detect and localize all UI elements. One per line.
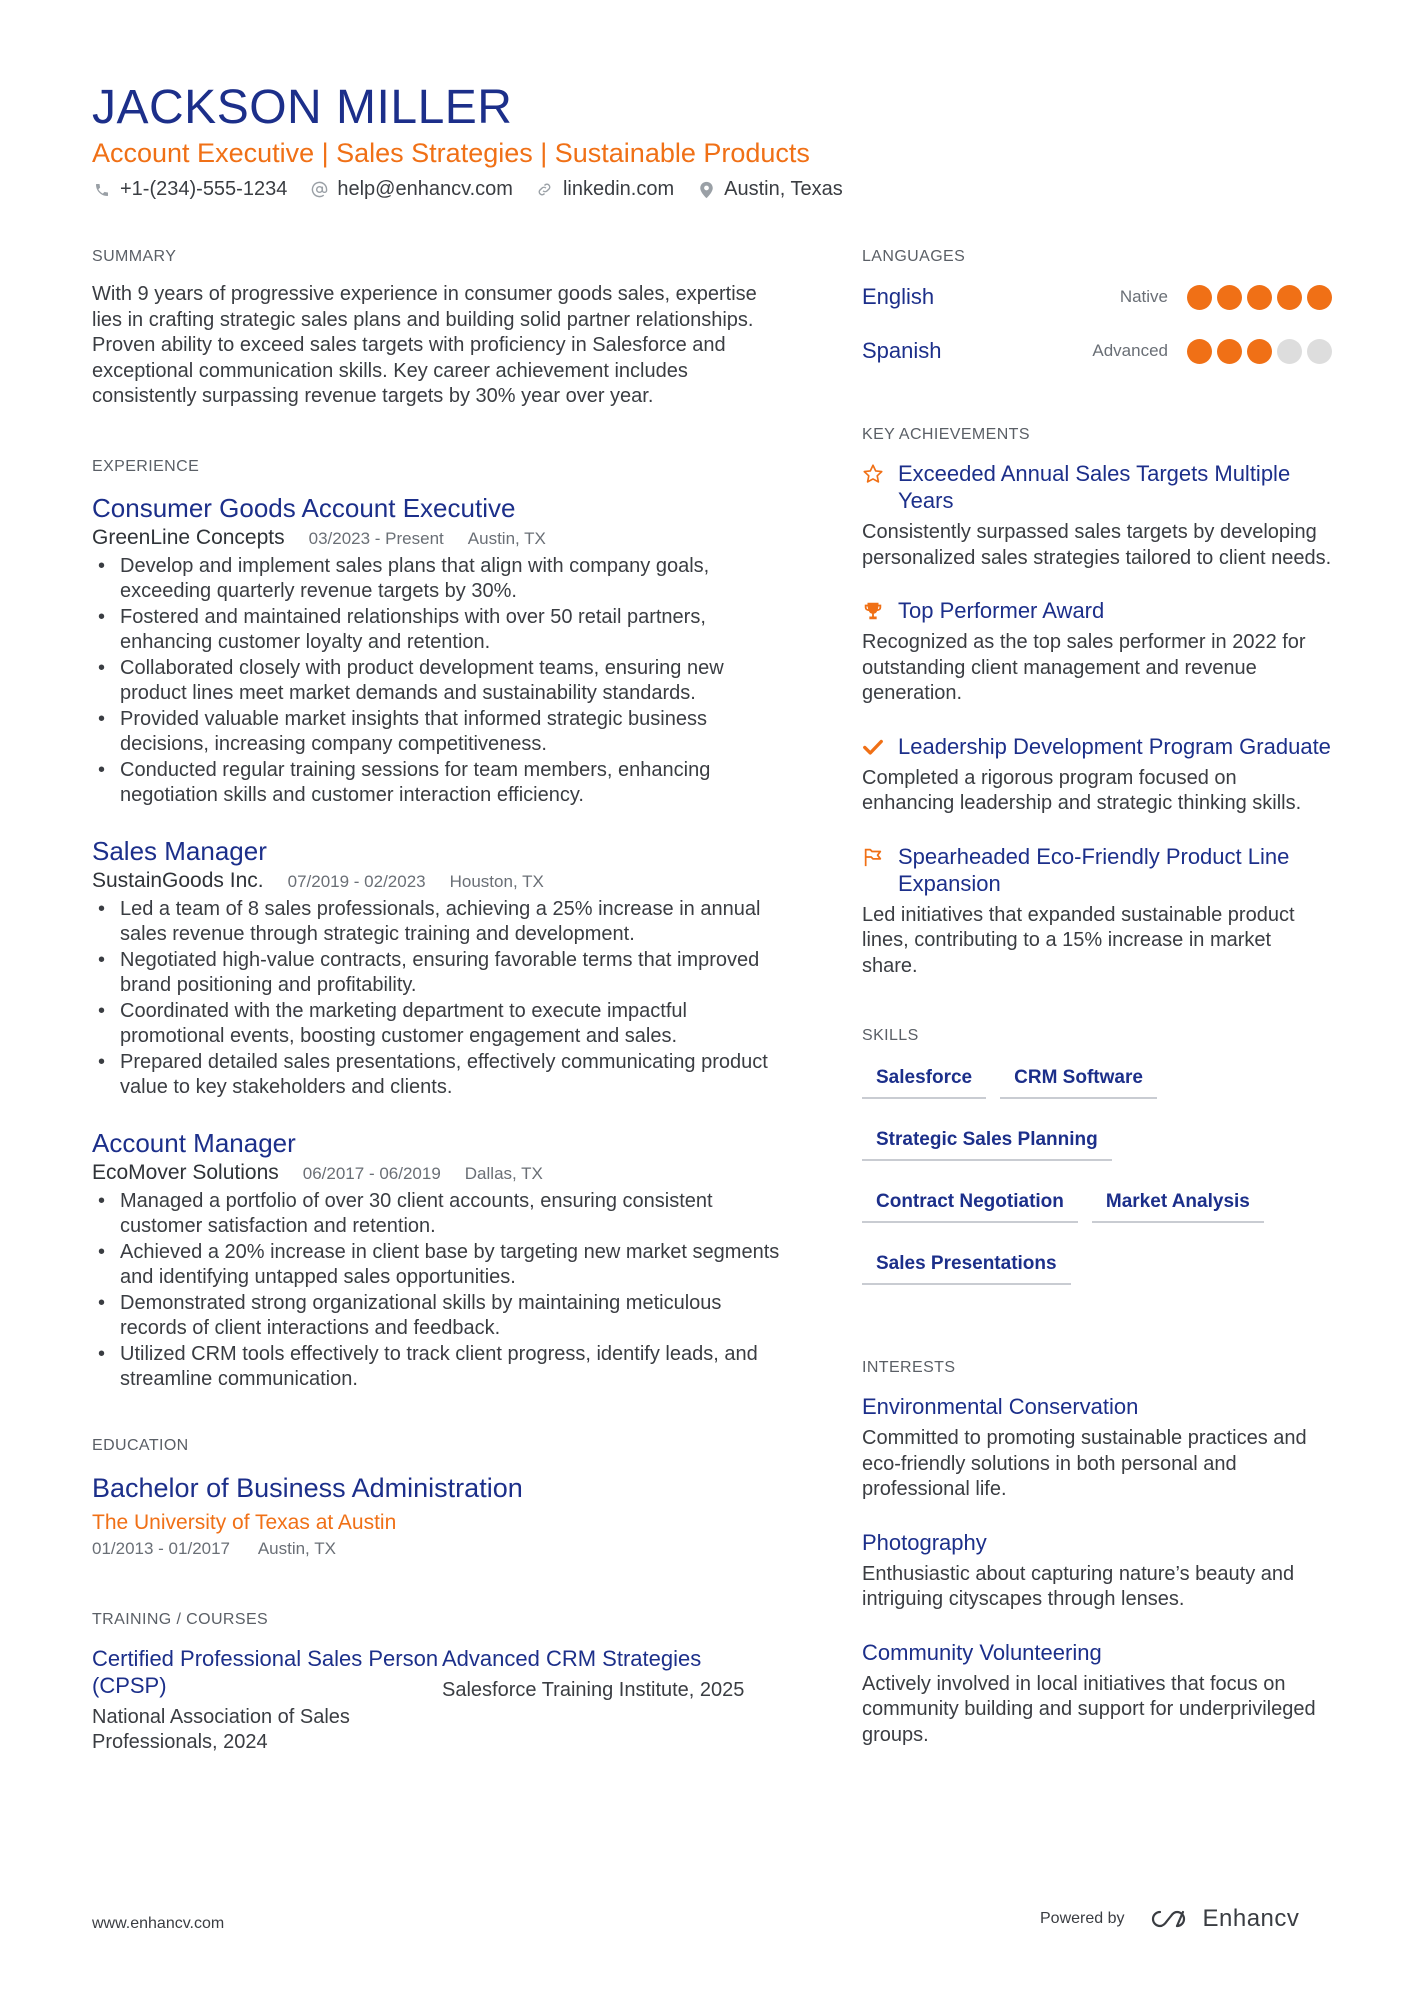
languages-heading: LANGUAGES	[862, 248, 966, 265]
bullet-item: • Develop and implement sales plans that align with company goals, exceeding quarterly revenue targets by 30%.	[92, 554, 792, 605]
footer-branding	[1040, 1905, 1299, 1933]
bullet-item: • Utilized CRM tools effectively to track client progress, identify leads, and streamline communication.	[92, 1342, 792, 1393]
skill-tag: CRM Software	[1000, 1067, 1157, 1099]
contact-phone[interactable]	[92, 178, 287, 201]
edu-location: Austin, TX	[257, 1538, 336, 1558]
achievement-item	[862, 843, 1332, 980]
contact-email[interactable]	[309, 178, 513, 201]
job-company: SustainGoods Inc.	[92, 868, 264, 892]
job-dates: 03/2023 - Present	[308, 528, 444, 548]
achievement-desc: Led initiatives that expanded sustainable product lines, contributing to a 15% increase in market share.	[862, 903, 1295, 977]
education-section	[92, 1437, 792, 1559]
bullet-item: • Fostered and maintained relationships with over 50 retail partners, enhancing customer loyalty and retention.	[92, 605, 792, 656]
left-column	[92, 248, 792, 1756]
skills-heading: SKILLS	[862, 1027, 919, 1044]
right-column	[862, 248, 1332, 1774]
achievement-title: Leadership Development Program Graduate	[898, 733, 1331, 759]
skill-tag: Sales Presentations	[862, 1253, 1071, 1285]
check-icon	[862, 736, 884, 758]
flag-icon	[862, 846, 884, 868]
bullet-item: • Demonstrated strong organizational skills by maintaining meticulous records of client interactions and feedback.	[92, 1291, 792, 1342]
rating-dot-filled	[1187, 339, 1212, 364]
language-rating	[1182, 285, 1332, 310]
rating-dot-filled	[1247, 339, 1272, 364]
linkedin-text: linkedin.com	[562, 178, 675, 200]
job-dates: 07/2019 - 02/2023	[287, 871, 426, 891]
language-name: English	[862, 284, 935, 309]
skill-tag: Contract Negotiation	[862, 1191, 1078, 1223]
training-section	[92, 1611, 792, 1756]
job-entry	[92, 835, 792, 1101]
course-title: Certified Professional Sales Person (CPSP)	[92, 1645, 439, 1698]
bullet-item: • Led a team of 8 sales professionals, achieving a 25% increase in annual sales revenue through strategic training and development.	[92, 897, 792, 948]
footer-website[interactable]: www.enhancv.com	[92, 1915, 225, 1932]
location-text: Austin, Texas	[724, 178, 843, 200]
job-meta	[92, 869, 792, 893]
achievement-item	[862, 597, 1332, 707]
summary-heading: SUMMARY	[92, 248, 177, 265]
interest-desc: Committed to promoting sustainable practices and eco-friendly solutions in both personal and professional life.	[862, 1427, 1307, 1500]
bullet-item: • Achieved a 20% increase in client base by targeting new market segments and identifying untapped sales opportunities.	[92, 1240, 792, 1291]
job-bullets	[92, 897, 792, 1101]
course-org: National Association of Sales Professionals, 2024	[92, 1705, 350, 1753]
achievement-title: Exceeded Annual Sales Targets Multiple Years	[898, 461, 1291, 513]
skills-list	[862, 1067, 1332, 1315]
email-text: help@enhancv.com	[337, 178, 513, 200]
job-meta	[92, 1161, 792, 1185]
star-icon	[862, 463, 884, 485]
achievements-section	[862, 426, 1332, 979]
interest-item	[862, 1393, 1332, 1503]
bullet-item: • Coordinated with the marketing department to execute impactful promotional events, boosting customer engagement and sales.	[92, 999, 792, 1050]
edu-dates: 01/2013 - 01/2017	[92, 1538, 231, 1558]
edu-meta	[92, 1539, 792, 1559]
training-list	[92, 1645, 792, 1756]
job-company: GreenLine Concepts	[92, 525, 285, 549]
bullet-item: • Provided valuable market insights that informed strategic business decisions, increasing company competitiveness.	[92, 707, 792, 758]
interest-title: Community Volunteering	[862, 1639, 1102, 1665]
bullet-item: • Managed a portfolio of over 30 client accounts, ensuring consistent customer satisfaction and retention.	[92, 1189, 792, 1240]
achievement-desc: Recognized as the top sales performer in 2022 for outstanding client management and revenue generation.	[862, 631, 1306, 704]
course-title: Advanced CRM Strategies	[442, 1645, 702, 1671]
job-title: Consumer Goods Account Executive	[92, 492, 516, 523]
achievement-desc: Consistently surpassed sales targets by developing personalized sales strategies tailored to client needs.	[862, 521, 1332, 569]
job-company: EcoMover Solutions	[92, 1160, 279, 1184]
phone-text: +1-(234)-555-1234	[120, 178, 288, 200]
job-dates: 06/2017 - 06/2019	[302, 1163, 441, 1183]
bullet-item: • Collaborated closely with product development teams, ensuring new product lines meet market demands and sustainability standards.	[92, 656, 792, 707]
experience-heading: EXPERIENCE	[92, 457, 200, 475]
rating-dot-filled	[1217, 285, 1242, 310]
job-bullets	[92, 1189, 792, 1393]
course-item	[92, 1645, 442, 1756]
summary-text: With 9 years of progressive experience in consumer goods sales, expertise lies in crafting strategic sales plans and building solid partner relationships. Proven ability to exceed sales targets with proficiency in Salesforce and exceptional communication skills. Key career achievement includes consistently surpassing revenue targets by 30% year over year.	[92, 283, 757, 407]
powered-by-text: Powered by	[1040, 1910, 1125, 1927]
rating-dot-filled	[1247, 285, 1272, 310]
job-meta	[92, 526, 792, 550]
candidate-name: JACKSON MILLER	[92, 81, 513, 134]
achievement-title: Spearheaded Eco-Friendly Product Line Expansion	[898, 843, 1290, 896]
job-location: Austin, TX	[467, 528, 546, 548]
rating-dot-filled	[1307, 285, 1332, 310]
edu-degree: Bachelor of Business Administration	[92, 1472, 523, 1503]
job-entry	[92, 492, 792, 809]
job-location: Dallas, TX	[464, 1163, 543, 1183]
job-title: Account Manager	[92, 1127, 296, 1158]
achievement-item	[862, 460, 1332, 571]
interest-title: Photography	[862, 1529, 987, 1555]
bullet-item: • Prepared detailed sales presentations, effectively communicating product value to key stakeholders and clients.	[92, 1050, 792, 1101]
achievements-heading: KEY ACHIEVEMENTS	[862, 426, 1030, 443]
skill-tag: Salesforce	[862, 1067, 986, 1099]
interest-desc: Actively involved in local initiatives that focus on community building and support for underprivileged groups.	[862, 1672, 1316, 1746]
languages-section	[862, 248, 1332, 378]
summary-section	[92, 248, 792, 410]
phone-icon	[92, 180, 112, 200]
contact-bar	[92, 178, 865, 201]
language-level: Advanced	[1092, 341, 1168, 360]
trophy-icon	[862, 600, 884, 622]
bullet-item: • Conducted regular training sessions for team members, enhancing negotiation skills and customer interaction efficiency.	[92, 758, 792, 809]
job-title: Sales Manager	[92, 835, 267, 866]
training-heading: TRAINING / COURSES	[92, 1610, 269, 1628]
enhancv-logo-icon	[1147, 1907, 1193, 1931]
link-icon	[535, 180, 555, 200]
contact-linkedin[interactable]	[535, 178, 674, 201]
edu-school: The University of Texas at Austin	[92, 1510, 397, 1534]
interest-title: Environmental Conservation	[862, 1394, 1139, 1419]
achievement-desc: Completed a rigorous program focused on enhancing leadership and strategic thinking skills.	[862, 766, 1302, 814]
rating-dot-filled	[1217, 339, 1242, 364]
brand-name: Enhancv	[1202, 1905, 1300, 1932]
language-name: Spanish	[862, 338, 942, 363]
skills-section	[862, 1027, 1332, 1315]
job-bullets	[92, 554, 792, 809]
achievement-item	[862, 733, 1332, 817]
contact-location	[696, 178, 843, 201]
location-pin-icon	[696, 180, 716, 200]
candidate-tagline: Account Executive | Sales Strategies | Sustainable Products	[92, 138, 810, 168]
interests-section	[862, 1359, 1332, 1748]
rating-dot-filled	[1277, 285, 1302, 310]
language-row	[862, 324, 1332, 378]
language-level: Native	[1119, 287, 1168, 306]
skill-tag: Market Analysis	[1092, 1191, 1264, 1223]
bullet-item: • Negotiated high-value contracts, ensuring favorable terms that improved brand positioning and profitability.	[92, 948, 792, 999]
job-location: Houston, TX	[449, 871, 544, 891]
at-icon	[309, 180, 329, 200]
interest-item	[862, 1639, 1332, 1749]
interest-item	[862, 1529, 1332, 1613]
rating-dot-filled	[1187, 285, 1212, 310]
language-rating	[1182, 339, 1332, 364]
enhancv-logo[interactable]	[1147, 1905, 1300, 1933]
course-item	[442, 1645, 792, 1756]
interest-desc: Enthusiastic about capturing nature’s beauty and intriguing cityscapes through lenses.	[862, 1562, 1295, 1610]
interests-heading: INTERESTS	[862, 1359, 956, 1376]
course-org: Salesforce Training Institute, 2025	[442, 1678, 745, 1701]
language-row	[862, 270, 1332, 324]
rating-dot-empty	[1307, 339, 1332, 364]
job-entry	[92, 1127, 792, 1393]
skill-tag: Strategic Sales Planning	[862, 1129, 1112, 1161]
achievement-title: Top Performer Award	[898, 598, 1105, 623]
rating-dot-empty	[1277, 339, 1302, 364]
education-heading: EDUCATION	[92, 1436, 189, 1454]
experience-section	[92, 458, 792, 1393]
